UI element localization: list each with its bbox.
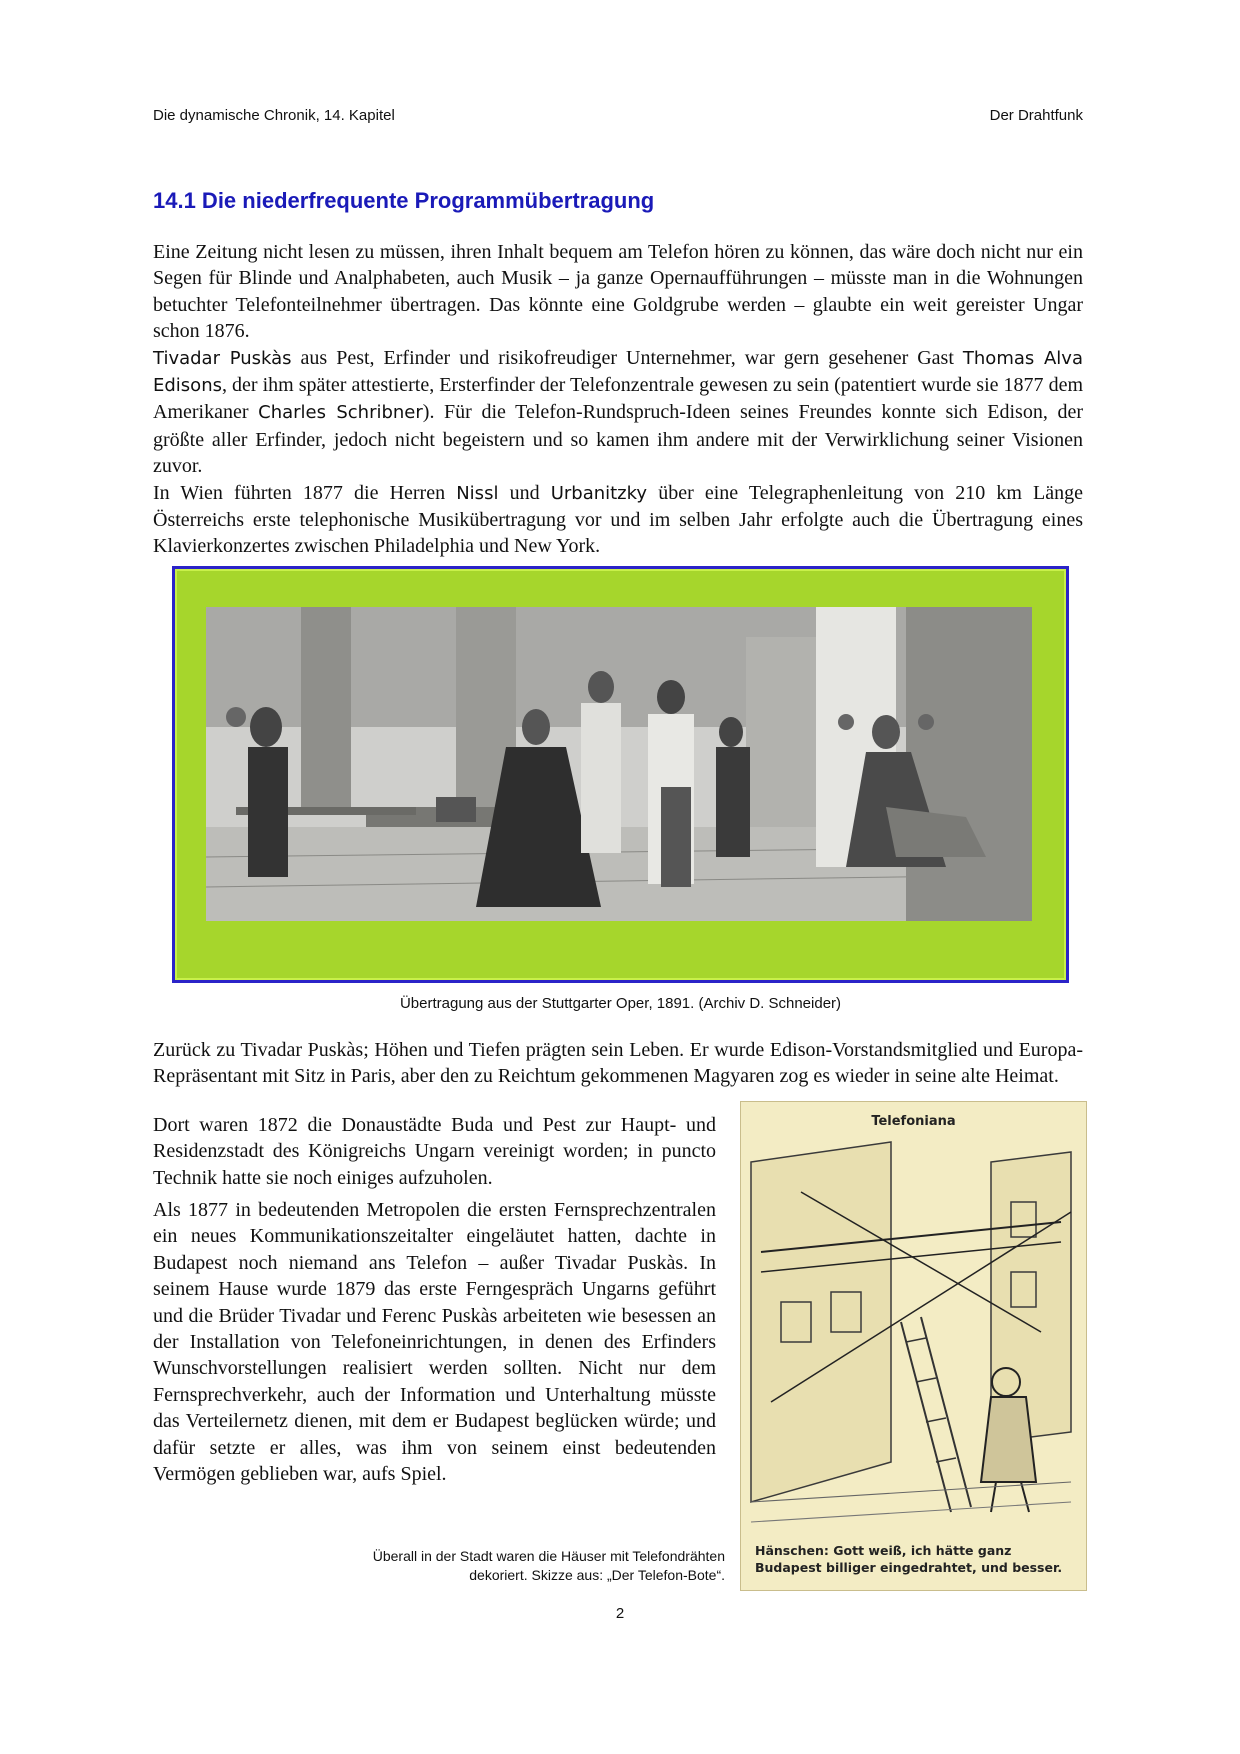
intro-text-d: ). Für die Telefon-Rundspruch-Ideen seines Freundes konnte sich Edison, der größte aller Erfinder, jedoch nicht begeistern und so kamen ihm andere mit der Verwirklichung seiner Visionen zuvor.	[153, 401, 1083, 478]
paragraph-intro	[153, 239, 1083, 560]
section-title: 14.1 Die niederfrequente Programmübertragung	[153, 188, 655, 213]
person-name-schribner: Charles Schribner	[258, 402, 423, 424]
running-header-right: Der Drahtfunk	[989, 107, 1083, 124]
telefoniana-cartoon	[740, 1101, 1087, 1591]
figure-opera-frame	[172, 566, 1069, 983]
intro-text-a: Eine Zeitung nicht lesen zu müssen, ihren Inhalt bequem am Telefon hören zu können, das wäre doch nicht nur ein Segen für Blinde und Analphabeten, auch Musik – ja ganze Opernaufführungen – müsste man in die Wohnungen betuchter Telefonteilnehmer übertragen. Das könnte eine Goldgrube werden – glaubte ein weit gereister Ungar schon 1876.	[153, 241, 1083, 343]
cartoon-sketch-illustration	[741, 1102, 1086, 1590]
paragraph-budapest-unification: Dort waren 1872 die Donaustädte Buda und Pest zur Haupt- und Residenzstadt des Königreichs Ungarn vereinigt worden; in puncto Technik hatte sie noch einiges aufzuholen.	[153, 1114, 716, 1189]
paragraph-telephone-budapest: Als 1877 in bedeutenden Metropolen die ersten Fernsprechzentralen ein neues Kommunikationszeitalter eingeläutet hatten, dachte in Budapest noch niemand ans Telefon – außer Tivadar Puskàs. In seinem Hause wurde 1879 das erste Ferngespräch Ungarns geführt und die Brüder Tivadar und Ferenc Puskàs arbeiteten wie besessen an der Installation von Telefoneinrichtungen, in denen des Erfinders Wunschvorstellungen realisiert werden sollten. Nicht nur dem Fernsprechverkehr, auch der Information und Unterhaltung müsste das Verteilernetz dienen, mit dem er Budapest beglücken würde; und dafür setzte er alles, was ihm von seinem einst bedeutenden Vermögen geblieben war, aufs Spiel.	[153, 1199, 716, 1486]
intro-text-e: In Wien führten 1877 die Herren	[153, 481, 457, 504]
page-number: 2	[615, 1605, 625, 1622]
figure-opera-caption: Übertragung aus der Stuttgarter Oper, 1891. (Archiv D. Schneider)	[399, 995, 842, 1012]
intro-text-b: aus Pest, Erfinder und risikofreudiger Unternehmer, war gern gesehener Gast	[291, 346, 963, 369]
person-name-urbanitzky: Urbanitzky	[550, 482, 648, 504]
cartoon-title: Telefoniana	[871, 1114, 956, 1129]
intro-text-f: und	[498, 481, 551, 504]
running-header-left: Die dynamische Chronik, 14. Kapitel	[153, 107, 395, 124]
person-name-puskas: Tivadar Puskàs	[153, 347, 292, 369]
figure-opera-mat	[175, 569, 1066, 980]
opera-transmission-engraving	[206, 607, 1032, 921]
person-name-nissl: Nissl	[456, 482, 499, 504]
cartoon-caption: Hänschen: Gott weiß, ich hätte ganz Budapest billiger eingedrahtet, und besser.	[755, 1543, 1063, 1575]
engraving-illustration	[206, 607, 1032, 921]
figure-cartoon-caption: Überall in der Stadt waren die Häuser mit Telefondrähten dekoriert. Skizze aus: „Der Telefon-Bote“.	[372, 1548, 725, 1583]
person-name-edison: Thomas Alva Edisons	[153, 347, 1083, 397]
intro-text-g: über eine Telegraphenleitung von 210 km Länge Österreichs erste telephonische Musikübertragung vor und im selben Jahr erfolgte auch die Übertragung eines Klavierkonzertes zwischen Philadelphia und New York.	[153, 481, 1084, 558]
paragraph-puskas-life: Zurück zu Tivadar Puskàs; Höhen und Tiefen prägten sein Leben. Er wurde Edison-Vorstandsmitglied und Europa-Repräsentant mit Sitz in Paris, aber den zu Reichtum gekommenen Magyaren zog es wieder in seine alte Heimat.	[153, 1039, 1083, 1088]
intro-text-c: , der ihm später attestierte, Ersterfinder der Telefonzentrale gewesen zu sein (patentiert wurde sie 1877 dem Amerikaner	[153, 374, 1083, 424]
